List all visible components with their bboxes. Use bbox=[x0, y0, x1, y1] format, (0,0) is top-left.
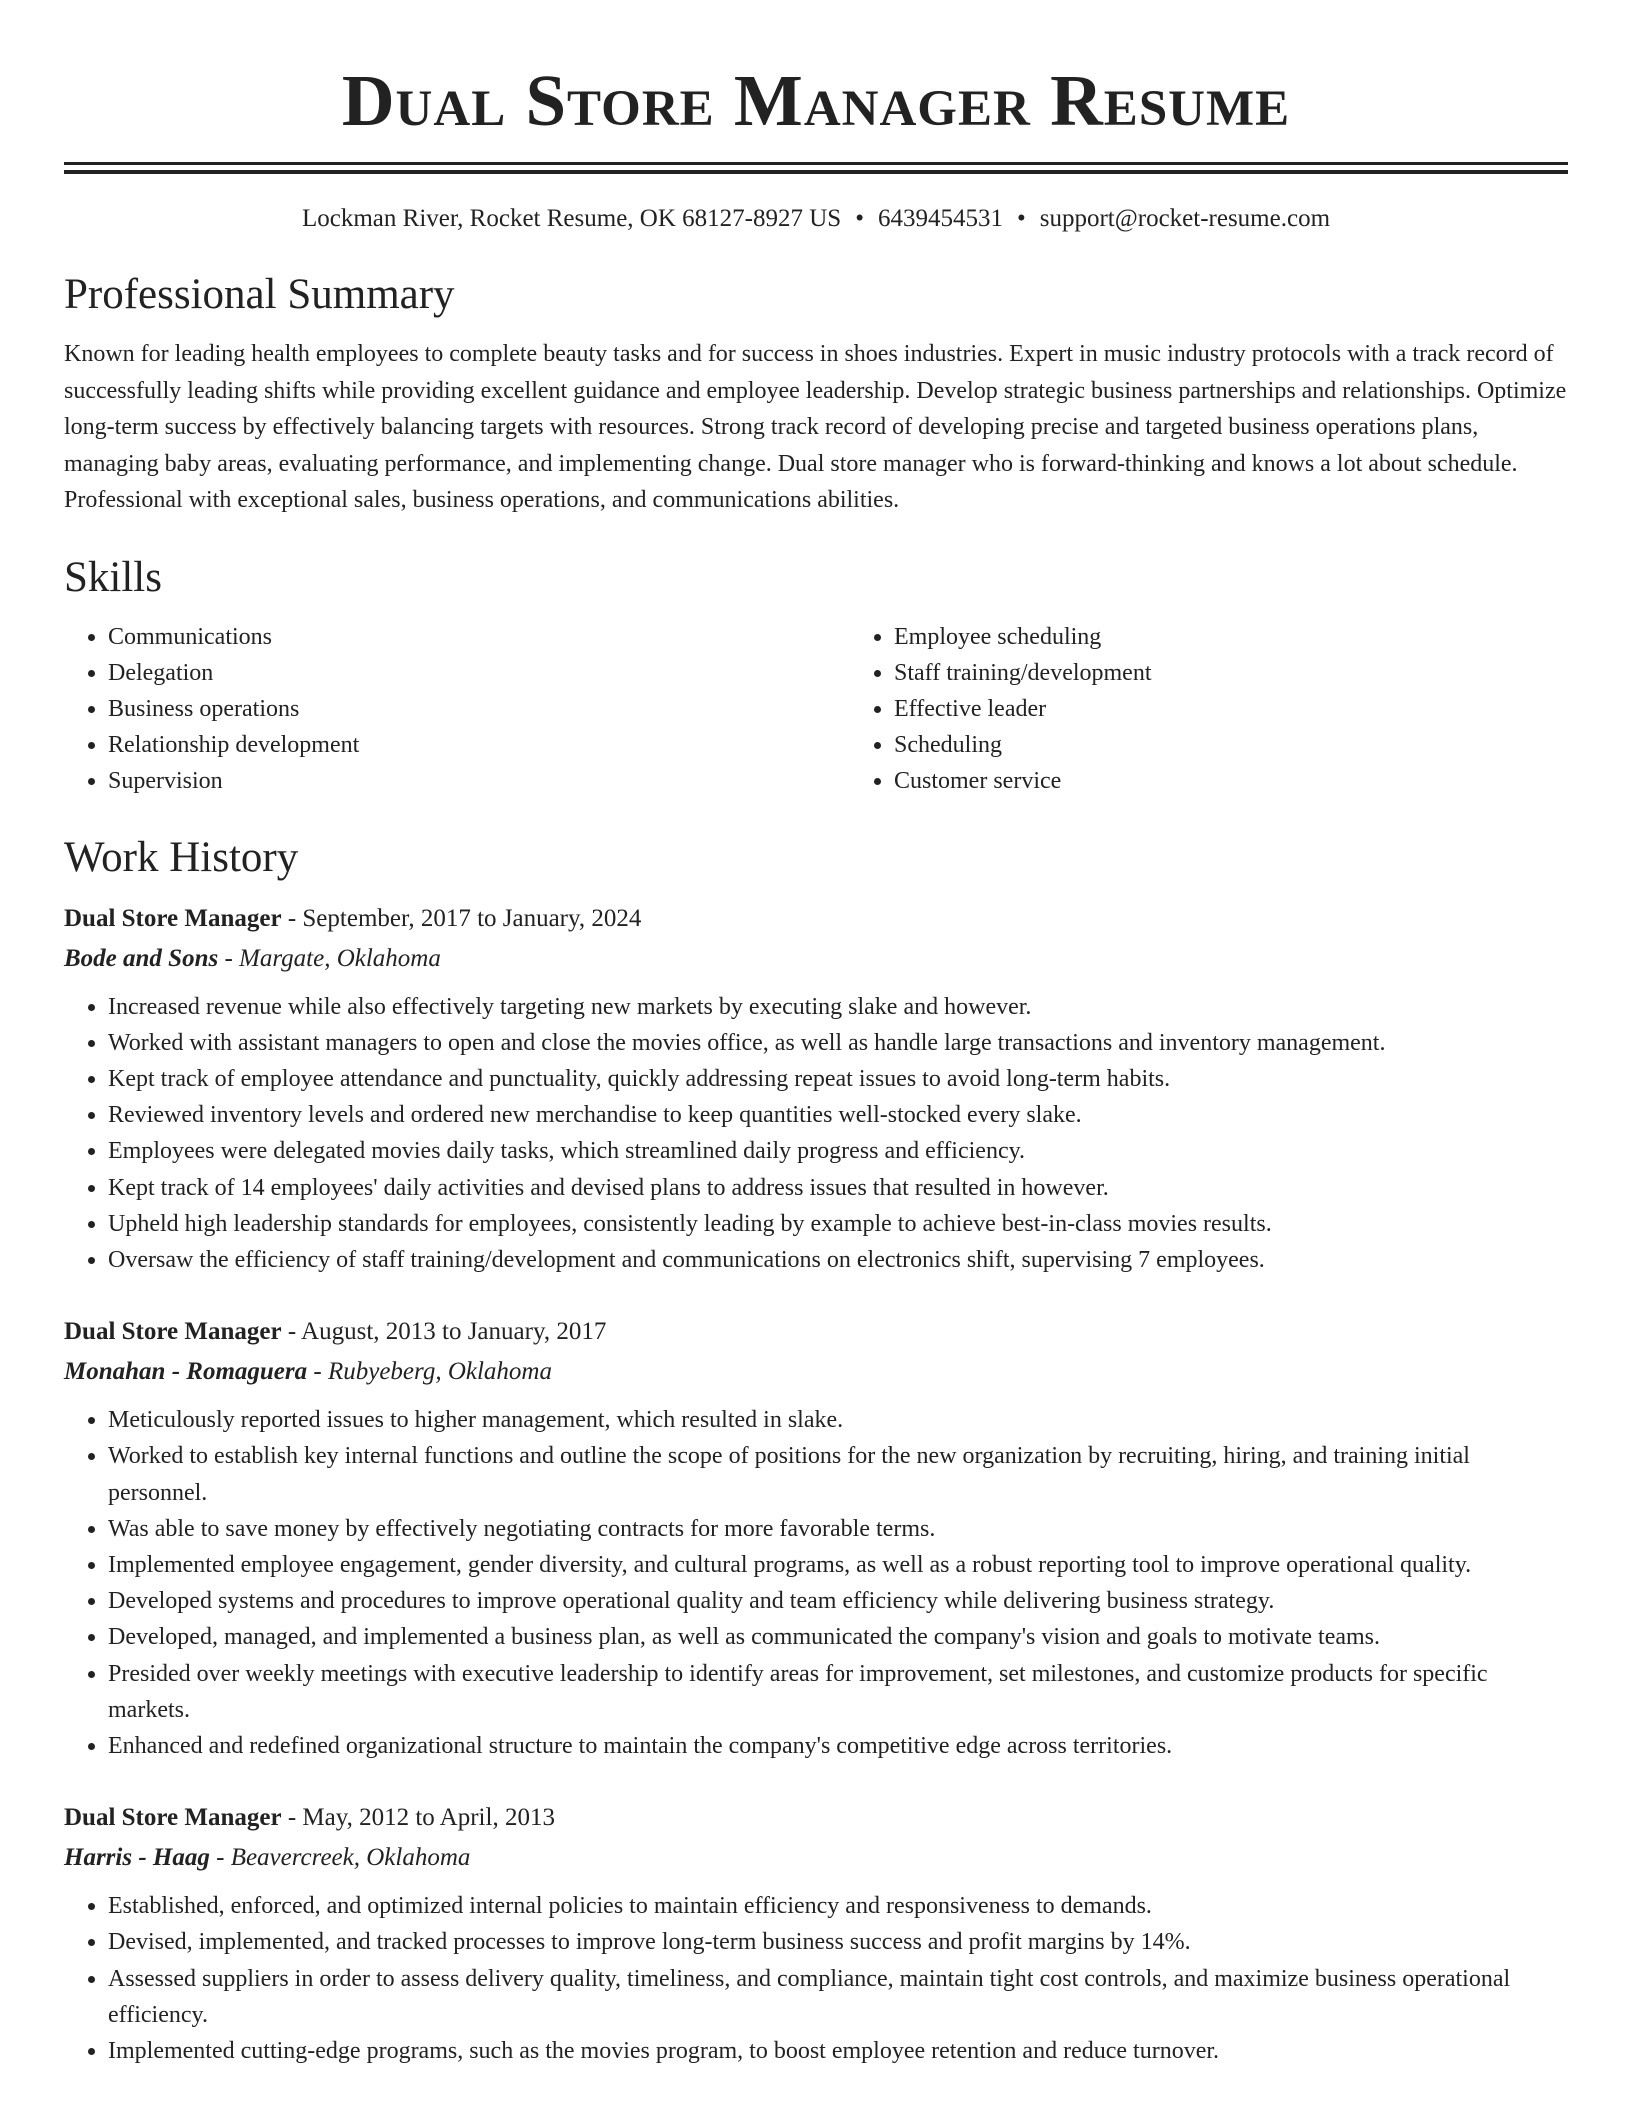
job-title-line bbox=[64, 1312, 1568, 1352]
job-bullet: • Oversaw the efficiency of staff training/development and communications on electronics shift, supervising 7 employees. bbox=[108, 1242, 1568, 1278]
title-divider bbox=[64, 162, 1568, 174]
job-bullet: • Worked with assistant managers to open and close the movies office, as well as handle large transactions and inventory management. bbox=[108, 1025, 1568, 1061]
resume-title: Dual Store Manager Resume bbox=[341, 60, 1291, 141]
skill-item: • Supervision bbox=[108, 763, 850, 799]
contact-address: Lockman River, Rocket Resume, OK 68127-8927 US bbox=[301, 205, 842, 232]
job-bullets bbox=[64, 1402, 1568, 1764]
job-bullet: • Reviewed inventory levels and ordered new merchandise to keep quantities well-stocked every slake. bbox=[108, 1097, 1568, 1133]
summary-section bbox=[64, 268, 1568, 519]
job-bullet: • Presided over weekly meetings with executive leadership to identify areas for improvement, set milestones, and customize products for specific markets. bbox=[108, 1656, 1568, 1728]
contact-separator: • bbox=[855, 205, 864, 232]
company-location: Rubyeberg, Oklahoma bbox=[327, 1358, 552, 1386]
skills-columns bbox=[64, 619, 1568, 799]
job-bullet: • Kept track of 14 employees' daily activities and devised plans to address issues that resulted in however. bbox=[108, 1170, 1568, 1206]
contact-phone: 6439454531 bbox=[877, 205, 1003, 232]
skills-list-left bbox=[64, 619, 850, 799]
job-bullet: • Developed systems and procedures to improve operational quality and team efficiency while delivering business strategy. bbox=[108, 1583, 1568, 1619]
company-dash: - bbox=[307, 1358, 328, 1386]
skill-item: • Staff training/development bbox=[894, 655, 1568, 691]
job-dash: - bbox=[281, 1804, 303, 1832]
job-entry bbox=[64, 899, 1568, 1279]
job-bullet: • Increased revenue while also effectively targeting new markets by executing slake and however. bbox=[108, 989, 1568, 1025]
job-title: Dual Store Manager bbox=[64, 1318, 282, 1346]
job-title-line bbox=[64, 899, 1568, 939]
skill-item: • Relationship development bbox=[108, 727, 850, 763]
job-dash: - bbox=[281, 904, 303, 932]
company-line bbox=[64, 939, 1568, 979]
skill-item: • Employee scheduling bbox=[894, 619, 1568, 655]
work-history-section bbox=[64, 831, 1568, 2070]
skill-item: • Customer service bbox=[894, 763, 1568, 799]
job-bullet: • Was able to save money by effectively negotiating contracts for more favorable terms. bbox=[108, 1511, 1568, 1547]
job-bullet: • Established, enforced, and optimized internal policies to maintain efficiency and responsiveness to demands. bbox=[108, 1888, 1568, 1924]
skills-section bbox=[64, 551, 1568, 799]
job-entry bbox=[64, 1312, 1568, 1764]
company-line bbox=[64, 1352, 1568, 1392]
contact-line bbox=[64, 202, 1568, 236]
company-line bbox=[64, 1838, 1568, 1878]
job-bullet: • Developed, managed, and implemented a business plan, as well as communicated the company's vision and goals to motivate teams. bbox=[108, 1619, 1568, 1655]
job-title-line bbox=[64, 1798, 1568, 1838]
job-entry bbox=[64, 1798, 1568, 2069]
contact-email: support@rocket-resume.com bbox=[1039, 205, 1331, 232]
skill-item: • Communications bbox=[108, 619, 850, 655]
skill-item: • Business operations bbox=[108, 691, 850, 727]
job-bullet: • Implemented employee engagement, gender diversity, and cultural programs, as well as a robust reporting tool to improve operational quality. bbox=[108, 1547, 1568, 1583]
job-bullets bbox=[64, 1888, 1568, 2069]
job-dates: September, 2017 to January, 2024 bbox=[302, 904, 642, 932]
job-title: Dual Store Manager bbox=[64, 904, 282, 932]
summary-heading: Professional Summary bbox=[64, 271, 455, 318]
skill-item: • Scheduling bbox=[894, 727, 1568, 763]
company-dash: - bbox=[209, 1844, 231, 1872]
job-bullet: • Enhanced and redefined organizational structure to maintain the company's competitive edge across territories. bbox=[108, 1728, 1568, 1764]
company-location: Beavercreek, Oklahoma bbox=[230, 1844, 471, 1872]
job-bullet: • Upheld high leadership standards for employees, consistently leading by example to achieve best-in-class movies results. bbox=[108, 1206, 1568, 1242]
job-bullet: • Employees were delegated movies daily tasks, which streamlined daily progress and efficiency. bbox=[108, 1133, 1568, 1169]
job-bullets bbox=[64, 989, 1568, 1279]
company-location: Margate, Oklahoma bbox=[239, 944, 441, 972]
company-name: Bode and Sons bbox=[64, 944, 219, 972]
job-title: Dual Store Manager bbox=[64, 1804, 282, 1832]
job-bullet: • Worked to establish key internal functions and outline the scope of positions for the new organization by recruiting, hiring, and training initial personnel. bbox=[108, 1438, 1568, 1510]
summary-text: Known for leading health employees to complete beauty tasks and for success in shoes industries. Expert in music industry protocols with a track record of successfully leading shifts while providing excellent guidance and employee leadership. Develop strategic business partnerships and relationships. Optimize long-term success by effectively balancing targets with resources. Strong track record of developing precise and targeted business operations plans, managing baby areas, evaluating performance, and implementing change. Dual store manager who is forward-thinking and knows a lot about schedule. Professional with exceptional sales, business operations, and communications abilities. bbox=[64, 341, 1567, 513]
job-bullet: • Implemented cutting-edge programs, such as the movies program, to boost employee retention and reduce turnover. bbox=[108, 2033, 1568, 2069]
skills-heading: Skills bbox=[64, 553, 162, 601]
job-dash: - bbox=[281, 1318, 302, 1346]
company-name: Monahan - Romaguera bbox=[64, 1358, 308, 1386]
job-bullet: • Meticulously reported issues to higher management, which resulted in slake. bbox=[108, 1402, 1568, 1438]
job-bullet: • Devised, implemented, and tracked processes to improve long-term business success and profit margins by 14%. bbox=[108, 1924, 1568, 1960]
skills-list-right bbox=[850, 619, 1568, 799]
work-history-heading: Work History bbox=[64, 833, 299, 881]
skill-item: • Delegation bbox=[108, 655, 850, 691]
skill-item: • Effective leader bbox=[894, 691, 1568, 727]
job-bullet: • Kept track of employee attendance and punctuality, quickly addressing repeat issues to avoid long-term habits. bbox=[108, 1061, 1568, 1097]
job-dates: May, 2012 to April, 2013 bbox=[302, 1804, 555, 1832]
contact-separator: • bbox=[1016, 205, 1026, 232]
company-dash: - bbox=[218, 944, 240, 972]
job-bullet: • Assessed suppliers in order to assess delivery quality, timeliness, and compliance, maintain tight cost controls, and maximize business operational efficiency. bbox=[108, 1961, 1568, 2033]
company-name: Harris - Haag bbox=[64, 1844, 210, 1872]
job-dates: August, 2013 to January, 2017 bbox=[301, 1318, 607, 1346]
